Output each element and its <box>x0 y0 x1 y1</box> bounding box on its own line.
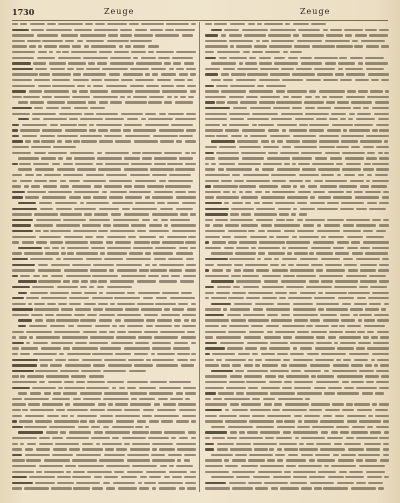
text-line <box>12 240 196 245</box>
text-line <box>205 402 389 407</box>
text-line <box>12 218 196 223</box>
text-line <box>12 44 196 49</box>
text-line <box>12 246 196 251</box>
text-line <box>12 318 196 323</box>
text-line <box>12 447 196 452</box>
text-line <box>205 447 389 452</box>
text-line <box>205 156 389 161</box>
text-line <box>205 263 389 268</box>
text-line <box>205 240 389 245</box>
text-line <box>205 201 389 206</box>
left-text-column <box>12 22 196 492</box>
text-line <box>205 207 389 212</box>
text-line <box>205 324 389 329</box>
text-line <box>12 123 196 128</box>
text-line <box>12 436 196 441</box>
text-line <box>205 318 389 323</box>
text-line <box>12 358 196 363</box>
text-line <box>205 436 389 441</box>
text-line <box>205 257 389 262</box>
text-line <box>205 296 389 301</box>
text-line <box>205 95 389 100</box>
text-line <box>12 391 196 396</box>
text-line <box>205 380 389 385</box>
text-line <box>12 100 196 105</box>
text-line <box>12 134 196 139</box>
text-line <box>205 291 389 296</box>
text-line <box>205 414 389 419</box>
text-line <box>12 291 196 296</box>
text-line <box>12 78 196 83</box>
text-line <box>12 179 196 184</box>
text-line <box>205 302 389 307</box>
text-line <box>12 33 196 38</box>
text-line <box>205 106 389 111</box>
text-line <box>12 61 196 66</box>
text-line <box>205 72 389 77</box>
text-line <box>12 374 196 379</box>
text-line <box>12 251 196 256</box>
text-line <box>205 223 389 228</box>
text-line <box>12 442 196 447</box>
text-line <box>205 212 389 217</box>
text-line <box>205 179 389 184</box>
text-line <box>205 195 389 200</box>
text-line <box>12 335 196 340</box>
text-line <box>205 56 389 61</box>
text-line <box>12 207 196 212</box>
text-line <box>12 274 196 279</box>
text-line <box>12 22 196 27</box>
text-line <box>12 128 196 133</box>
text-line <box>205 44 389 49</box>
text-line <box>205 442 389 447</box>
text-line <box>205 128 389 133</box>
text-line <box>12 162 196 167</box>
text-line <box>205 386 389 391</box>
text-line <box>205 453 389 458</box>
text-line <box>12 139 196 144</box>
text-line <box>205 352 389 357</box>
right-text-column <box>205 22 389 492</box>
text-line <box>12 453 196 458</box>
text-line <box>12 341 196 346</box>
text-line <box>205 430 389 435</box>
text-line <box>12 257 196 262</box>
text-line <box>12 307 196 312</box>
text-line <box>205 279 389 284</box>
text-line <box>12 475 196 480</box>
text-line <box>205 486 389 491</box>
text-line <box>12 201 196 206</box>
text-line <box>205 391 389 396</box>
text-line <box>205 246 389 251</box>
text-line <box>12 397 196 402</box>
text-line <box>205 151 389 156</box>
text-line <box>205 274 389 279</box>
text-line <box>12 195 196 200</box>
text-line <box>12 190 196 195</box>
column-divider <box>199 22 200 492</box>
text-line <box>205 425 389 430</box>
text-line <box>205 61 389 66</box>
text-line <box>12 145 196 150</box>
text-line <box>205 419 389 424</box>
text-line <box>12 458 196 463</box>
text-line <box>205 123 389 128</box>
text-line <box>12 84 196 89</box>
text-line <box>12 330 196 335</box>
text-line <box>12 346 196 351</box>
text-line <box>12 112 196 117</box>
text-line <box>205 100 389 105</box>
text-line <box>12 95 196 100</box>
text-line <box>205 39 389 44</box>
text-line <box>205 173 389 178</box>
text-line <box>12 28 196 33</box>
text-line <box>12 151 196 156</box>
text-line <box>12 419 196 424</box>
left-running-head: Zeuge <box>104 7 135 16</box>
text-line <box>205 408 389 413</box>
text-line <box>12 402 196 407</box>
text-line <box>205 470 389 475</box>
text-line <box>12 285 196 290</box>
text-line <box>205 112 389 117</box>
text-line <box>205 84 389 89</box>
text-line <box>12 313 196 318</box>
text-line <box>12 235 196 240</box>
text-line <box>12 72 196 77</box>
text-line <box>205 117 389 122</box>
text-line <box>12 464 196 469</box>
text-line <box>205 134 389 139</box>
text-line <box>12 229 196 234</box>
text-line <box>12 89 196 94</box>
text-line <box>205 162 389 167</box>
text-line <box>205 481 389 486</box>
text-line <box>205 397 389 402</box>
text-line <box>205 145 389 150</box>
text-line <box>205 285 389 290</box>
text-line <box>205 475 389 480</box>
text-line <box>205 67 389 72</box>
text-line <box>12 386 196 391</box>
text-line <box>12 212 196 217</box>
text-line <box>12 408 196 413</box>
text-line <box>205 358 389 363</box>
text-line <box>205 167 389 172</box>
text-line <box>205 464 389 469</box>
right-running-head: Zeuge <box>300 7 331 16</box>
text-line <box>12 296 196 301</box>
text-line <box>12 324 196 329</box>
text-line <box>205 369 389 374</box>
text-line <box>12 50 196 55</box>
text-line <box>12 470 196 475</box>
text-line <box>12 173 196 178</box>
text-line <box>12 39 196 44</box>
text-line <box>205 50 389 55</box>
text-line <box>12 167 196 172</box>
text-line <box>205 184 389 189</box>
text-line <box>12 414 196 419</box>
text-line <box>205 139 389 144</box>
text-line <box>12 156 196 161</box>
text-line <box>12 117 196 122</box>
text-line <box>205 89 389 94</box>
text-line <box>205 313 389 318</box>
text-line <box>205 78 389 83</box>
text-line <box>205 458 389 463</box>
text-line <box>205 268 389 273</box>
text-line <box>12 223 196 228</box>
text-line <box>205 218 389 223</box>
text-line <box>12 486 196 491</box>
text-line <box>12 268 196 273</box>
text-line <box>12 425 196 430</box>
text-line <box>12 106 196 111</box>
text-line <box>12 352 196 357</box>
text-line <box>205 335 389 340</box>
text-line <box>205 346 389 351</box>
text-line <box>205 28 389 33</box>
text-line <box>12 369 196 374</box>
text-line <box>205 33 389 38</box>
text-line <box>12 302 196 307</box>
text-line <box>12 56 196 61</box>
text-line <box>205 190 389 195</box>
text-line <box>205 307 389 312</box>
text-line <box>12 184 196 189</box>
text-line <box>12 67 196 72</box>
text-line <box>205 229 389 234</box>
page-number: 1730 <box>12 7 35 17</box>
text-line <box>205 363 389 368</box>
text-line <box>205 330 389 335</box>
text-line <box>205 374 389 379</box>
text-line <box>12 263 196 268</box>
text-line <box>12 430 196 435</box>
text-line <box>12 380 196 385</box>
text-line <box>205 251 389 256</box>
text-line <box>205 341 389 346</box>
text-line <box>12 363 196 368</box>
text-line <box>12 481 196 486</box>
running-header <box>12 6 388 21</box>
text-line <box>205 235 389 240</box>
text-line <box>205 22 389 27</box>
text-line <box>12 279 196 284</box>
